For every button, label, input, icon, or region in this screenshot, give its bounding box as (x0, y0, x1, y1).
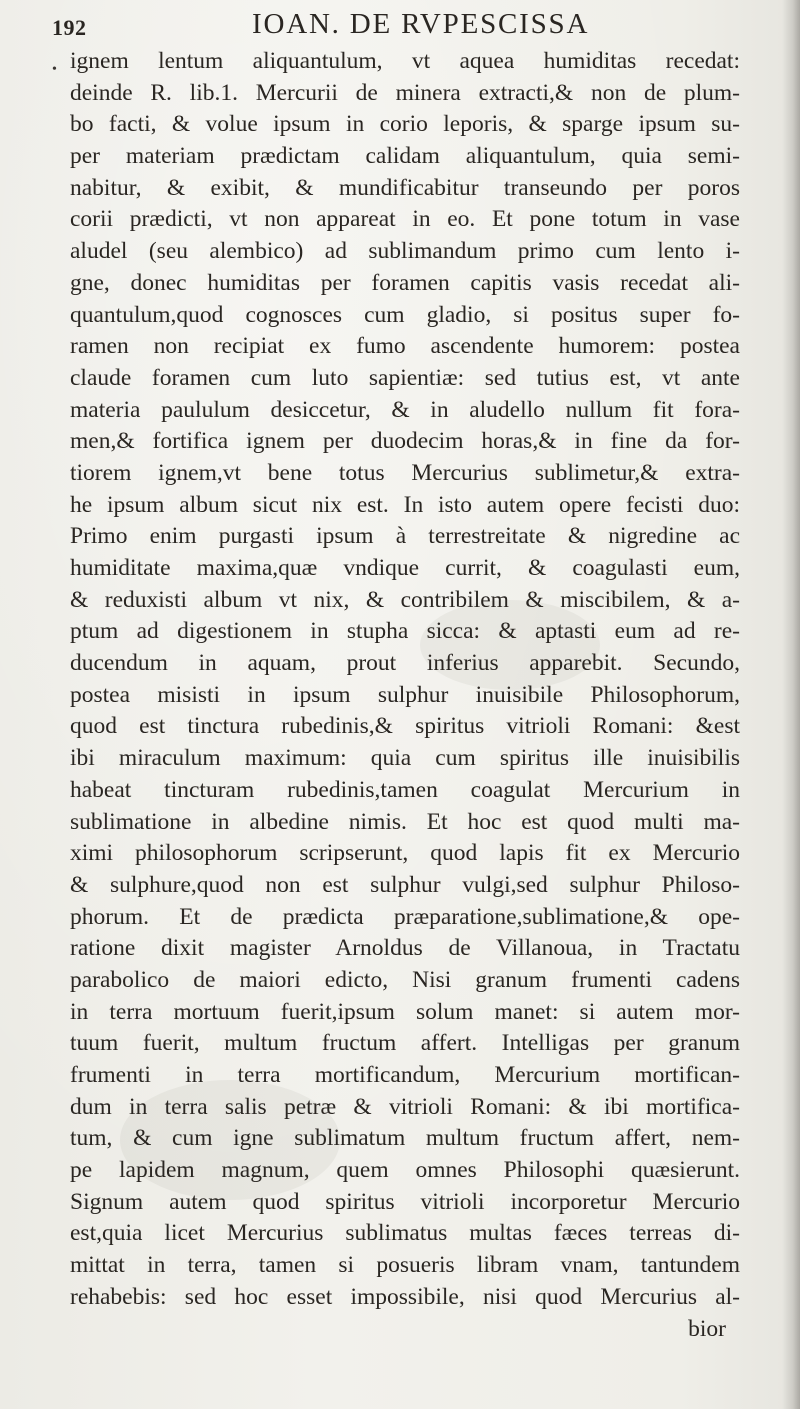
text-line: aludel (seu alembico) ad sublimandum primo cum lento i- (70, 238, 740, 265)
text-line: parabolico de maiori edicto, Nisi granum frumenti cadens (70, 966, 740, 993)
page-number: 192 (52, 15, 87, 40)
text-line: sublimatione in albedine nimis. Et hoc est quod multi ma- (70, 808, 740, 835)
text-line: dum in terra salis petræ & vitrioli Romani: & ibi mortifica- (70, 1093, 740, 1120)
page-edge-shadow (782, 0, 800, 1409)
text-line: tiorem ignem,vt bene totus Mercurius sublimetur,& extra- (70, 459, 740, 486)
text-line: ramen non recipiat ex fumo ascendente humorem: postea (70, 333, 740, 360)
text-line: pe lapidem magnum, quem omnes Philosophi quæsierunt. (70, 1157, 740, 1184)
text-line: ibi miraculum maximum: quia cum spiritus ille inuisibilis (70, 745, 740, 772)
text-line: ducendum in aquam, prout inferius apparebit. Secundo, (70, 650, 740, 677)
text-line: Signum autem quod spiritus vitrioli incorporetur Mercurio (70, 1188, 740, 1215)
text-line: gne, donec humiditas per foramen capitis vasis recedat ali- (70, 269, 740, 296)
body-text (70, 46, 740, 1345)
text-line: he ipsum album sicut nix est. In isto autem opere fecisti duo: (70, 491, 740, 518)
text-line: quod est tinctura rubedinis,& spiritus vitrioli Romani: &est (70, 713, 740, 740)
margin-marker: • (52, 62, 57, 77)
text-line: materia paululum desiccetur, & in aludello nullum fit fora- (70, 396, 740, 423)
text-line: postea misisti in ipsum sulphur inuisibile Philosophorum, (70, 681, 740, 708)
text-line: & sulphure,quod non est sulphur vulgi,sed sulphur Philoso- (70, 871, 740, 898)
text-line: tuum fuerit, multum fructum affert. Intelligas per granum (70, 1030, 740, 1057)
text-line: rehabebis: sed hoc esset impossibile, nisi quod Mercurius al- (70, 1283, 740, 1310)
page-header (52, 8, 612, 42)
text-line: tum, & cum igne sublimatum multum fructum affert, nem- (70, 1125, 740, 1152)
text-line: & reduxisti album vt nix, & contribilem & miscibilem, & a- (70, 586, 740, 613)
text-line: deinde R. lib.1. Mercurii de minera extracti,& non de plum- (70, 79, 740, 106)
text-line: bo facti, & volue ipsum in corio leporis, & sparge ipsum su- (70, 111, 740, 138)
text-line: ptum ad digestionem in stupha sicca: & aptasti eum ad re- (70, 618, 740, 645)
text-line: est,quia licet Mercurius sublimatus multas fæces terreas di- (70, 1220, 740, 1247)
text-line: ximi philosophorum scripserunt, quod lapis fit ex Mercurio (70, 840, 740, 867)
text-line: claude foramen cum luto sapientiæ: sed tutius est, vt ante (70, 364, 740, 391)
text-line: Primo enim purgasti ipsum à terrestreitate & nigredine ac (70, 523, 740, 550)
text-line: mittat in terra, tamen si posueris libram vnam, tantundem (70, 1252, 740, 1279)
text-line: per materiam prædictam calidam aliquantulum, quia semi- (70, 143, 740, 170)
text-line: frumenti in terra mortificandum, Mercurium mortifican- (70, 1062, 740, 1088)
catchword: bior (688, 1315, 726, 1342)
text-line: men,& fortifica ignem per duodecim horas,& in fine da for- (70, 428, 740, 455)
text-line: humiditate maxima,quæ vndique currit, & coagulasti eum, (70, 555, 740, 581)
running-head: IOAN. DE RVPESCISSA (252, 8, 590, 40)
text-line: quantulum,quod cognosces cum gladio, si positus super fo- (70, 301, 740, 328)
text-line: in terra mortuum fuerit,ipsum solum manet: si autem mor- (70, 998, 740, 1025)
text-line: ignem lentum aliquantulum, vt aquea humiditas recedat: (70, 48, 740, 74)
text-line: habeat tincturam rubedinis,tamen coagulat Mercurium in (70, 776, 740, 803)
text-line: phorum. Et de prædicta præparatione,sublimatione,& ope- (70, 903, 740, 930)
text-line: corii prædicti, vt non appareat in eo. Et pone totum in vase (70, 206, 740, 233)
text-line: nabitur, & exibit, & mundificabitur transeundo per poros (70, 174, 740, 201)
text-line: ratione dixit magister Arnoldus de Villanoua, in Tractatu (70, 935, 740, 962)
